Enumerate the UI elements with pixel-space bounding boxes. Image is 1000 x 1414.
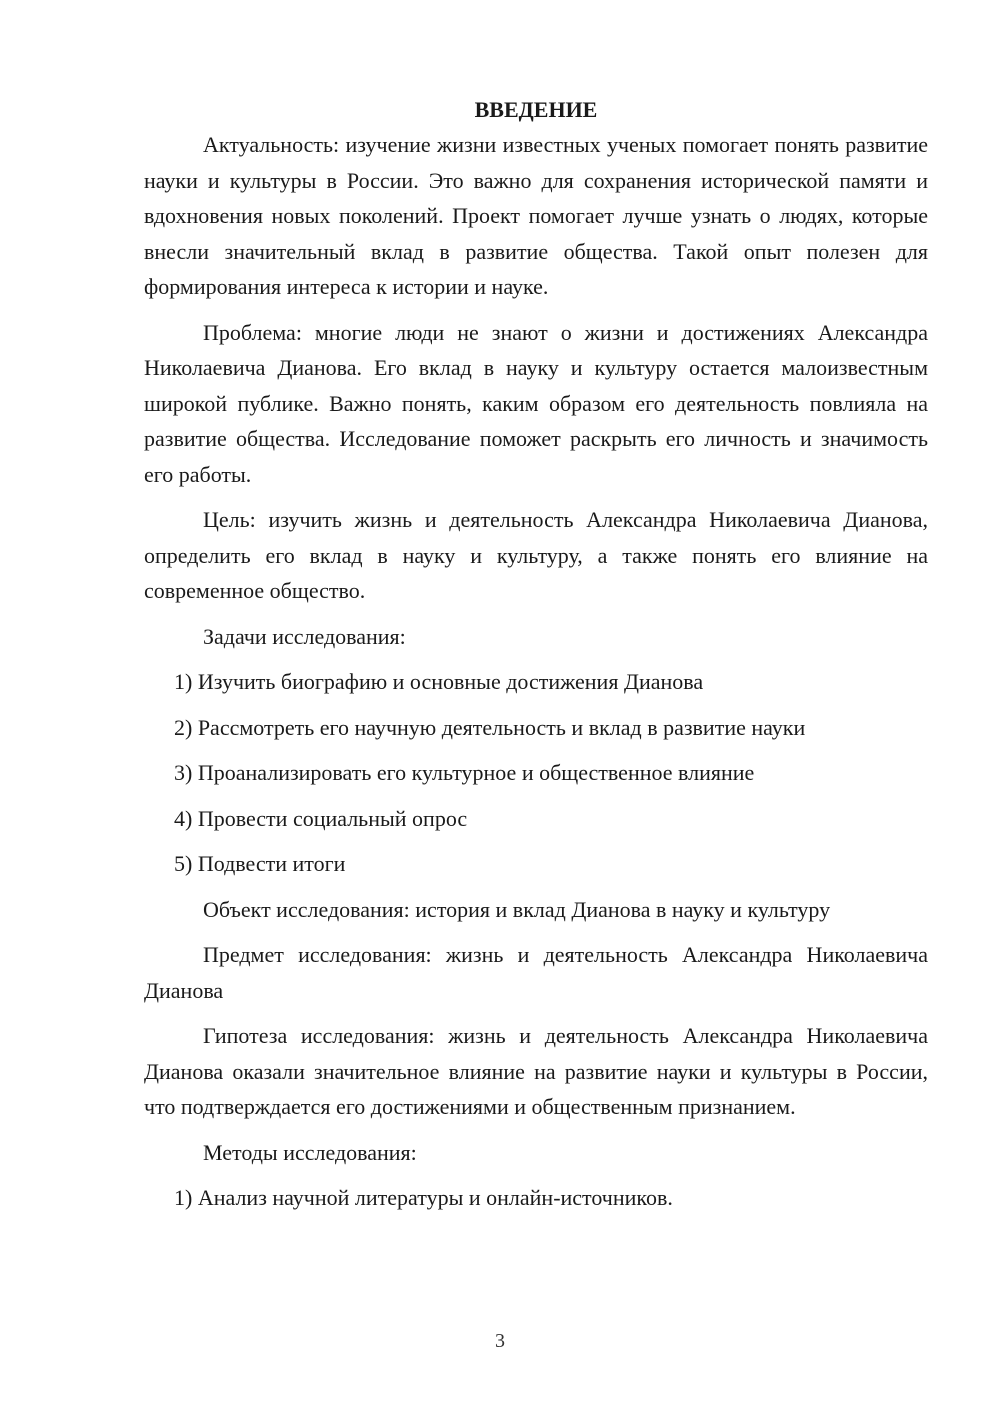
task-item-5: 5) Подвести итоги: [174, 851, 346, 876]
page-number: 3: [495, 1330, 505, 1352]
task-item-4: 4) Провести социальный опрос: [174, 805, 468, 831]
hypothesis-paragraph: Гипотеза исследования: жизнь и деятельность Александра Николаевича Дианова оказали значительное влияние на развитие науки и культуры в России, что подтверждается его достижениями и общественным признанием.: [144, 1023, 928, 1119]
problem-paragraph: Проблема: многие люди не знают о жизни и достижениях Александра Николаевича Дианова. Его вклад в науку и культуру остается малоизвестным широкой публике. Важно понять, каким образом его деятельность повлияла на развитие общества. Исследование поможет раскрыть его личность и значимость его работы.: [144, 319, 928, 487]
goal-paragraph: Цель: изучить жизнь и деятельность Александра Николаевича Дианова, определить его вклад в науку и культуру, а также понять его влияние на современное общество.: [144, 507, 928, 603]
object-line: Объект исследования: история и вклад Дианова в науку и культуру: [203, 896, 831, 922]
section-title: ВВЕДЕНИЕ: [474, 97, 598, 122]
subject-paragraph: Предмет исследования: жизнь и деятельность Александра Николаевича Дианова: [144, 942, 928, 1003]
tasks-heading: Задачи исследования:: [203, 623, 406, 649]
relevance-paragraph: Актуальность: изучение жизни известных ученых помогает понять развитие науки и культуры в России. Это важно для сохранения исторической памяти и вдохновения новых поколений. Проект помогает лучше узнать о людях, которые внесли значительный вклад в развитие общества. Такой опыт полезен для формирования интереса к истории и науке.: [144, 132, 928, 299]
method-item-1: 1) Анализ научной литературы и онлайн-источников.: [174, 1185, 673, 1210]
task-item-3: 3) Проанализировать его культурное и общественное влияние: [174, 760, 755, 785]
task-item-2: 2) Рассмотреть его научную деятельность и вклад в развитие науки: [174, 714, 806, 740]
task-item-1: 1) Изучить биографию и основные достижения Дианова: [174, 669, 704, 694]
methods-heading: Методы исследования:: [203, 1139, 417, 1165]
document-page: [144, 92, 928, 1226]
